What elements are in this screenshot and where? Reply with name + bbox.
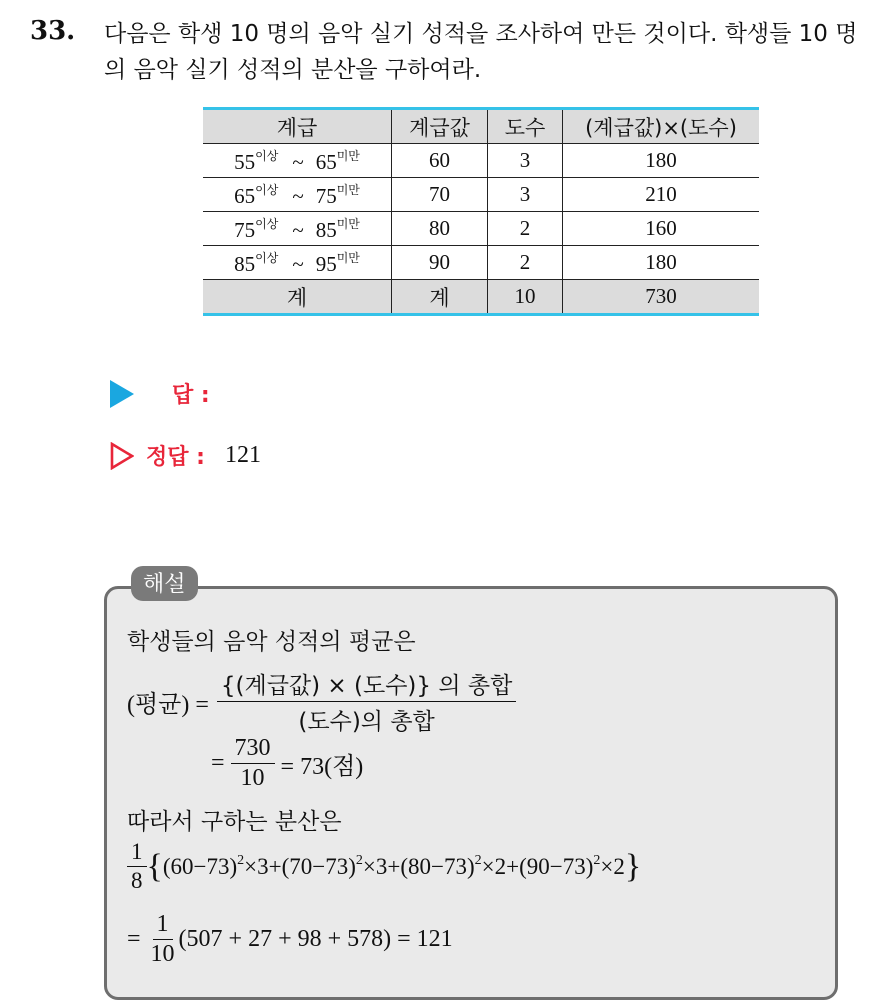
variance-denominator: 8 xyxy=(131,868,143,893)
variance-term: $(80-73)^2\times 2+$ xyxy=(400,853,520,879)
frequency: 3 xyxy=(488,178,563,212)
variance-term: $(70-73)^2\times 3+$ xyxy=(281,853,401,879)
final-expression: (507 + 27 + 98 + 578) = 121 xyxy=(178,926,453,952)
class-value: 90 xyxy=(392,246,488,280)
table-row xyxy=(203,178,759,212)
correct-answer-value: 121 xyxy=(224,442,261,468)
total-frequency: 10 xyxy=(488,280,563,315)
class-value: 70 xyxy=(392,178,488,212)
product: 180 xyxy=(563,246,760,280)
total-product: 730 xyxy=(563,280,760,315)
frequency-table xyxy=(203,107,759,316)
mean-calc-fraction xyxy=(231,735,275,792)
total-mid-label: 계 xyxy=(392,280,488,315)
frequency: 2 xyxy=(488,246,563,280)
mean-result: = 73(점) xyxy=(280,754,364,780)
calc-numerator: 730 xyxy=(231,735,275,764)
correct-answer-label: 정답 : xyxy=(146,445,205,470)
frequency: 3 xyxy=(488,144,563,178)
mean-lhs: (평균) = xyxy=(127,692,209,718)
question-number: 33. xyxy=(30,16,76,46)
correct-answer-row xyxy=(110,440,261,471)
variance-term: $(90-73)^2\times 2$ xyxy=(519,853,625,879)
table-row xyxy=(203,212,759,246)
mean-numerator: {(계급값) × (도수)} 의 총합 xyxy=(217,667,516,702)
header-frequency: 도수 xyxy=(488,109,563,144)
mean-denominator: (도수)의 총합 xyxy=(298,709,435,735)
class-value: 80 xyxy=(392,212,488,246)
table-row xyxy=(203,144,759,178)
final-numerator: 1 xyxy=(153,911,173,940)
mean-formula xyxy=(127,667,516,736)
variance-result xyxy=(127,911,453,968)
solution-tab: 해설 xyxy=(131,566,198,601)
header-product: (계급값)×(도수) xyxy=(563,109,760,144)
solution-box xyxy=(104,586,838,1000)
frequency: 2 xyxy=(488,212,563,246)
question-text: 다음은 학생 10 명의 음악 실기 성적을 조사하여 만든 것이다. 학생들 10 명의 음악 실기 성적의 분산을 구하여라. xyxy=(104,21,858,83)
mean-fraction xyxy=(217,667,516,736)
total-label: 계 xyxy=(203,280,392,315)
class-range: $65^{이상}$ ~ $75^{미만}$ xyxy=(203,178,392,212)
open-brace: { xyxy=(146,847,163,885)
table-row xyxy=(203,246,759,280)
mean-calculation xyxy=(211,735,363,792)
variance-numerator: 1 xyxy=(127,839,147,867)
mean-eq-sign: = xyxy=(211,750,225,776)
class-range: $75^{이상}$ ~ $85^{미만}$ xyxy=(203,212,392,246)
product: 160 xyxy=(563,212,760,246)
outline-triangle-icon xyxy=(110,442,134,470)
answer-row xyxy=(110,378,210,409)
answer-label: 답 : xyxy=(172,383,210,408)
final-denominator: 10 xyxy=(150,941,175,967)
product: 180 xyxy=(563,144,760,178)
solution-line-variance-intro: 따라서 구하는 분산은 xyxy=(127,809,342,835)
product: 210 xyxy=(563,178,760,212)
solution-line-mean-intro: 학생들의 음악 성적의 평균은 xyxy=(127,629,416,655)
final-eq-sign: = xyxy=(127,926,141,952)
close-brace: } xyxy=(624,847,642,885)
variance-fraction xyxy=(127,839,147,894)
class-value: 60 xyxy=(392,144,488,178)
header-class-value: 계급값 xyxy=(392,109,488,144)
variance-formula xyxy=(127,839,641,894)
class-range: $85^{이상}$ ~ $95^{미만}$ xyxy=(203,246,392,280)
final-fraction xyxy=(147,911,179,968)
class-range: $55^{이상}$ ~ $65^{미만}$ xyxy=(203,144,392,178)
calc-denominator: 10 xyxy=(240,765,265,791)
table-total-row xyxy=(203,280,759,315)
variance-term: $(60-73)^2\times 3+$ xyxy=(162,853,282,879)
play-triangle-icon xyxy=(110,380,134,408)
header-class: 계급 xyxy=(203,109,392,144)
